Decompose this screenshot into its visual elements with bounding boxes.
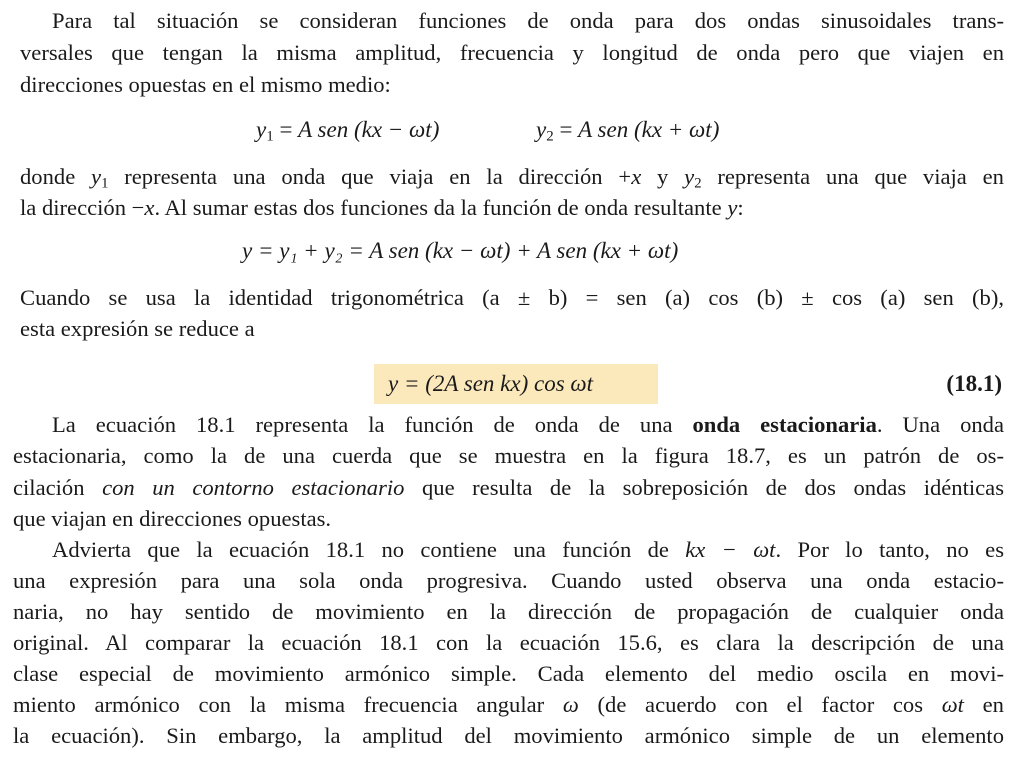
paragraph-5-line-3: naria, no hay sentido de movimiento en la dirección de propagación de cualquier onda [13,599,1004,624]
paragraph-5-line-5: clase especial de movimiento armónico simple. Cada elemento del medio oscila en movi- [13,661,1004,686]
equation-standing-wave: y = (2A sen kx) cos ωt [388,371,594,396]
paragraph-5-line-1: Advierta que la ecuación 18.1 no contiene una función de kx − ωt. Por lo tanto, no es [52,537,1004,562]
paragraph-4-line-2: estacionaria, como la de una cuerda que se muestra en la figura 18.7, es un patrón de os- [13,443,1004,468]
paragraph-2-line-2: la dirección −x. Al sumar estas dos funciones da la función de onda resultante y: [20,195,744,220]
paragraph-1-line-3: direcciones opuestas en el mismo medio: [20,72,391,97]
paragraph-5-line-2: una expresión para una sola onda progresiva. Cuando usted observa una onda estacio- [13,568,1004,593]
paragraph-4-line-1: La ecuación 18.1 representa la función de onda de una onda estacionaria. Una onda [52,412,1004,437]
paragraph-1-line-2: versales que tengan la misma amplitud, frecuencia y longitud de onda pero que viajen en [20,40,1004,65]
paragraph-5-line-4: original. Al comparar la ecuación 18.1 con la ecuación 15.6, es clara la descripción de una [13,630,1004,655]
equation-standing-wave-highlight [374,364,658,404]
term-onda-estacionaria: onda estacionaria [692,412,877,437]
paragraph-5-line-6: miento armónico con la misma frecuencia angular ω (de acuerdo con el factor cos ωt en [13,692,1004,717]
paragraph-4-line-4: que viajan en direcciones opuestas. [13,506,332,531]
paragraph-2-line-1: donde $y_1$ representa una onda que viaja en la dirección +x y $y_2$ representa una que viaja en [20,164,1004,192]
paragraph-4-line-3: cilación con un contorno estacionario que resulta de la sobreposición de dos ondas idénticas [13,475,1004,500]
paragraph-5-line-7: la ecuación). Sin embargo, la amplitud del movimiento armónico simple de un elemento [13,723,1004,748]
paragraph-3-line-2: esta expresión se reduce a [20,316,255,341]
equation-y2: $y_2 = A$ sen (kx + ωt) [536,117,720,145]
document-page: Para tal situación se consideran funciones de onda para dos ondas sinusoidales trans- versales que tengan la misma amplitud, frecuencia y longitud de onda pero que viajen en direcciones opuestas en el mismo medio: $y_1 = A$ sen (kx − ωt) $y_2 = A$ sen (kx + ωt) donde $y_1$ representa una onda que viaja en la dirección +x y $y_2$ representa una que viaja en la dirección −x. Al sumar estas dos funciones da la función de onda resultante y: y = y₁ + y₂ = A sen (kx − ωt) + A sen (kx + ωt) Cuando se usa la identidad trigonométrica (a ± b) = sen (a) cos (b) ± cos (a) sen (b), esta expresión se reduce a y = (2A sen kx) cos ωt (18.1) La ecuación 18.1 representa la función de onda de una onda estacionaria. Una onda estacionaria, como la de una cuerda que se muestra en la figura 18.7, es un patrón de os- cilación con un contorno estacionario que resulta de la sobreposición de dos ondas idénticas que viajan en direcciones opuestas. Advierta que la ecuación 18.1 no contiene una función de kx − ωt. Por lo tanto, no es una expresión para una sola onda progresiva. Cuando usted observa una onda estacio- naria, no hay sentido de movimiento en la dirección de propagación de cualquier onda original. Al comparar la ecuación 18.1 con la ecuación 15.6, es clara la descripción de una clase especial de movimiento armónico simple. Cada elemento del medio oscila en movi- miento armónico con la misma frecuencia angular ω (de acuerdo con el factor cos ωt en la ecuación). Sin embargo, la amplitud del movimiento armónico simple de un elemento [0,0,1024,768]
paragraph-1-line-1: Para tal situación se consideran funciones de onda para dos ondas sinusoidales trans- [52,8,1004,33]
paragraph-3-line-1: Cuando se usa la identidad trigonométrica (a ± b) = sen (a) cos (b) ± cos (a) sen (b), [20,285,1004,310]
equation-y1: $y_1 = A$ sen (kx − ωt) [256,117,440,145]
equation-number: (18.1) [946,371,1002,396]
